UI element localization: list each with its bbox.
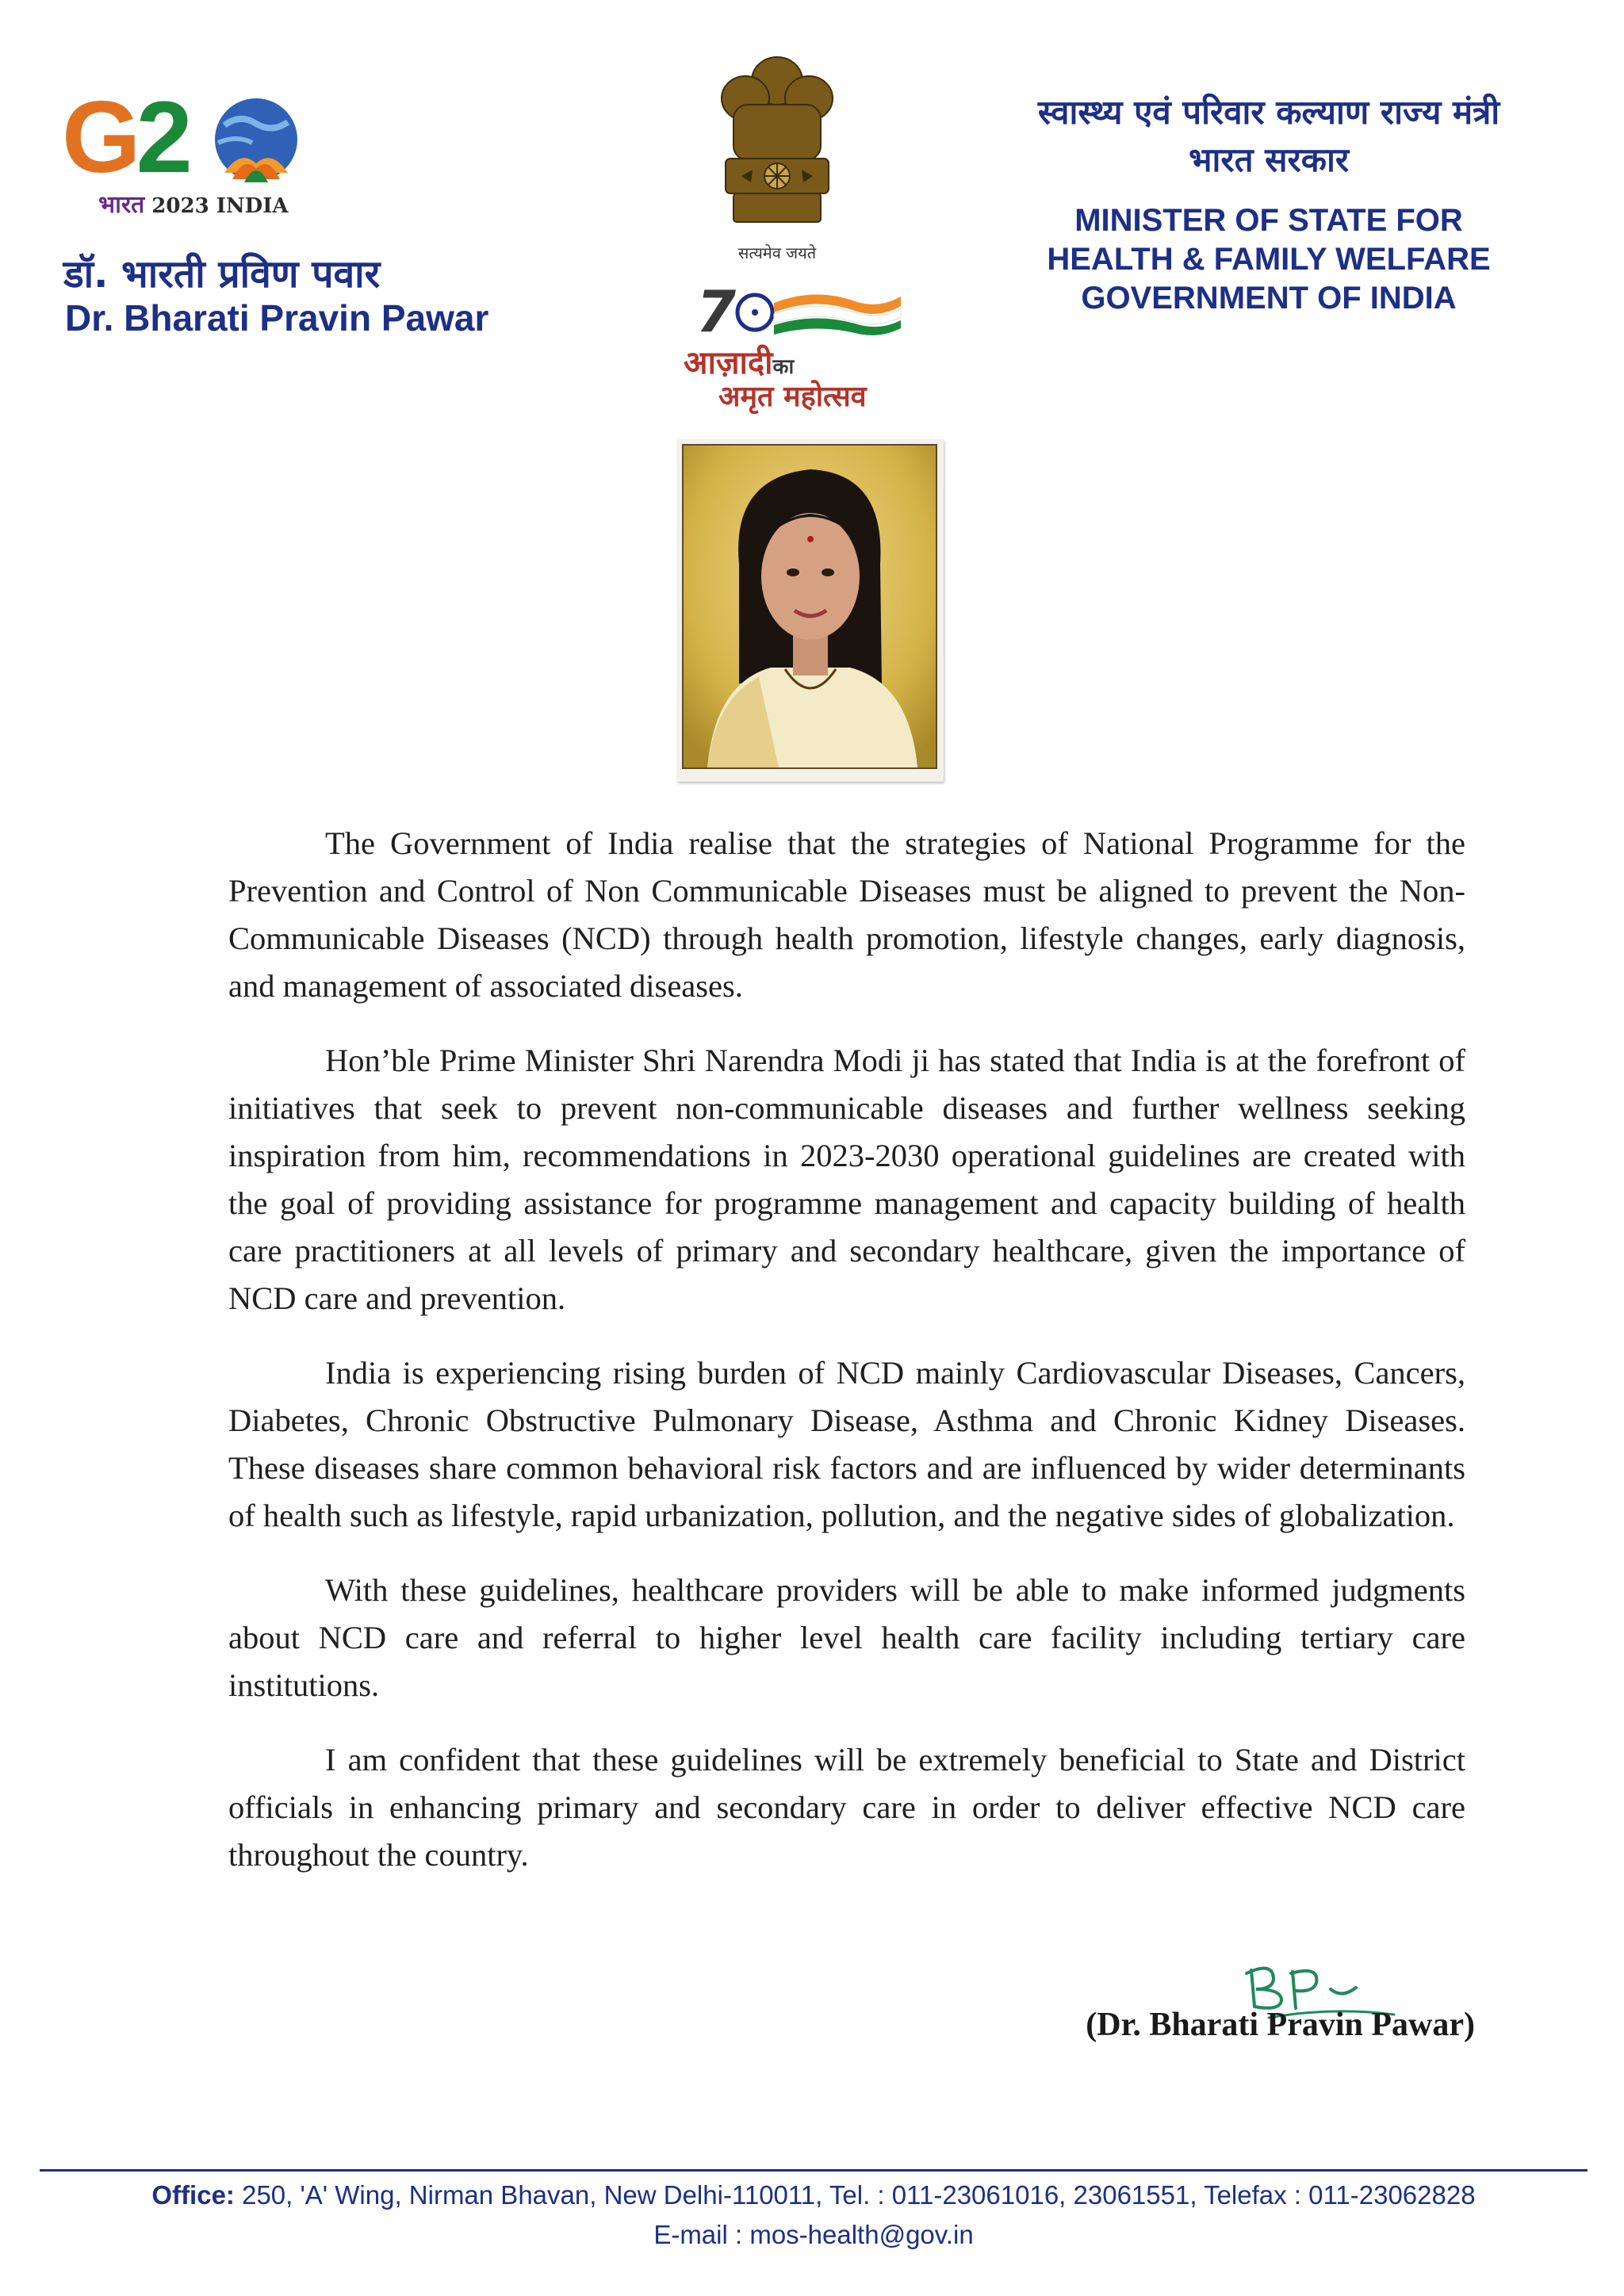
minister-name-hindi: डॉ. भारती प्रविण पवार [63, 252, 381, 297]
footer-email: E-mail : mos-health@gov.in [653, 2220, 974, 2249]
designation-hindi-line2: भारत सरकार [1188, 140, 1350, 179]
designation-english [999, 201, 1538, 318]
minister-photo-frame [677, 439, 944, 782]
letter-body [228, 820, 1465, 1906]
national-emblem-icon [702, 49, 852, 232]
footer-office-label: Office: [151, 2180, 235, 2210]
body-paragraph: The Government of India realise that the strategies of National Programme for the Prevention and Control of Non Communicable Diseases must be aligned to prevent the Non-Communicable Diseases (NCD) through health promotion, lifestyle changes, early diagnosis, and management of associated diseases. [228, 825, 1465, 1004]
g20-logo-mark: G2 [62, 81, 188, 194]
azadi-logo-line1: आज़ादीका [684, 345, 795, 381]
azadi-75-flag-icon [696, 279, 910, 342]
footer-divider [40, 2169, 1588, 2172]
minister-name-english: Dr. Bharati Pravin Pawar [65, 297, 489, 339]
g20-logo-subtitle: भारत 2023 INDIA [98, 191, 289, 219]
minister-portrait-photo [682, 444, 937, 769]
signatory-name: (Dr. Bharati Pravin Pawar) [1086, 2007, 1475, 2043]
body-paragraph: India is experiencing rising burden of NCD mainly Cardiovascular Diseases, Cancers, Diabetes, Chronic Obstructive Pulmonary Disease, Asthma and Chronic Kidney Diseases. These diseases share common behavioral risk factors and are influenced by wider determinants of health such as lifestyle, rapid urbanization, pollution, and the negative sides of globalization. [228, 1355, 1465, 1533]
emblem-motto: सत्यमेव जयते [737, 243, 817, 262]
designation-english-line: MINISTER OF STATE FOR [1074, 203, 1463, 238]
body-paragraph: I am confident that these guidelines will be extremely beneficial to State and District officials in enhancing primary and secondary care in order to deliver effective NCD care throughout the country. [228, 1742, 1465, 1873]
designation-english-line: HEALTH & FAMILY WELFARE [1047, 242, 1491, 277]
g20-logo [62, 81, 300, 219]
footer-office-text: 250, 'A' Wing, Nirman Bhavan, New Delhi-110011, Tel. : 011-23061016, 23061551, Telefax : 011-23062828 [234, 2180, 1476, 2210]
footer-office-address [40, 2180, 1588, 2210]
g20-globe-lotus-icon [209, 94, 304, 189]
svg-text:7: 7 [696, 279, 737, 342]
designation-hindi-line1: स्वास्थ्य एवं परिवार कल्याण राज्य मंत्री [1037, 93, 1500, 132]
body-paragraph: With these guidelines, healthcare providers will be able to make informed judgments about NCD care and referral to higher level health care facility including tertiary care institutions. [228, 1572, 1465, 1703]
designation-english-line: GOVERNMENT OF INDIA [1081, 281, 1457, 316]
body-paragraph: Hon’ble Prime Minister Shri Narendra Modi ji has stated that India is at the forefront of initiatives that seek to prevent non-communicable diseases and further wellness seeking inspiration from him, recommendations in 2023-2030 operational guidelines are created with the goal of providing assistance for programme management and capacity building of health care practitioners at all levels of primary and secondary healthcare, given the importance of NCD care and prevention. [228, 1043, 1465, 1316]
azadi-logo-line2: अमृत महोत्सव [718, 381, 867, 413]
azadi-ka-amrit-mahotsav-logo [680, 279, 910, 414]
